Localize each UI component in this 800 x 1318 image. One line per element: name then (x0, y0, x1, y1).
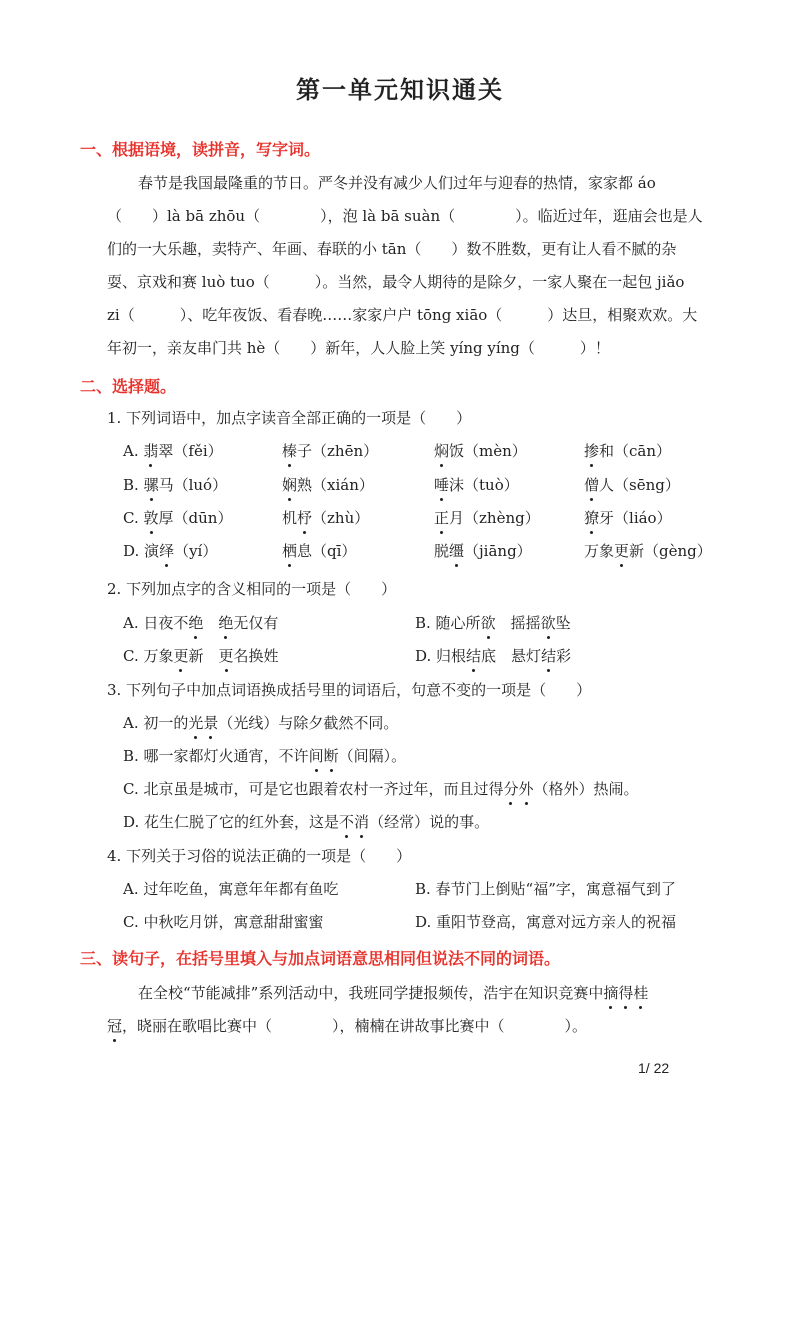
q1-c-4: 獠牙（liáo） (584, 509, 672, 527)
q2-option-b: B. 随心所欲 摇摇欲坠 (415, 614, 571, 632)
q1-row-d: D. 演绎（yí） (123, 542, 218, 560)
q1-row-b: B. 骡马（luó） (123, 476, 228, 494)
passage-line-5: zi（ ）、吃年夜饭、看春晚……家家户户 tōng xiāo（ ）达旦，相聚欢欢。大 (107, 306, 698, 324)
q2-option-d: D. 归根结底 悬灯结彩 (415, 647, 572, 665)
dotted-char: 正 (434, 509, 450, 527)
q1-a-4: 掺和（cān） (584, 442, 672, 460)
question-3-stem: 3. 下列句子中加点词语换成括号里的词语后，句意不变的一项是（ ） (107, 681, 592, 699)
q1-d-4: 万象更新（gèng） (584, 542, 712, 560)
page-title: 第一单元知识通关 (296, 75, 504, 104)
q3-option-c: C. 北京虽是城市，可是它也跟着农村一齐过年，而且过得分外（格外）热闹。 (123, 780, 639, 798)
q4-option-c: C. 中秋吃月饼，寓意甜甜蜜蜜 (123, 913, 324, 931)
q1-c-2: 机杼（zhù） (282, 509, 370, 527)
q1-c-3: 正月（zhèng） (434, 509, 540, 527)
q3-option-a: A. 初一的光景（光线）与除夕截然不同。 (123, 714, 399, 732)
section-2-heading: 二、选择题。 (80, 377, 177, 396)
q1-b-4: 僧人（sēng） (584, 476, 680, 494)
dotted-char: 杼 (297, 509, 313, 527)
question-4-stem: 4. 下列关于习俗的说法正确的一项是（ ） (107, 847, 412, 865)
dotted-char: 唾 (434, 476, 450, 494)
question-1-stem: 1. 下列词语中，加点字读音全部正确的一项是（ ） (107, 409, 472, 427)
dotted-char: 榛 (282, 442, 298, 460)
q1-d-2: 栖息（qī） (282, 542, 357, 560)
dotted-char: 敦 (143, 509, 159, 527)
q3-option-b: B. 哪一家都灯火通宵，不许间断（间隔）。 (123, 747, 407, 765)
passage-line-3: 们的一大乐趣，卖特产、年画、春联的小 tān（ ）数不胜数，更有让人看不腻的杂 (107, 240, 677, 258)
section-3-heading: 三、读句子，在括号里填入与加点词语意思相同但说法不同的词语。 (80, 949, 561, 968)
q2-option-c: C. 万象更新 更名换姓 (123, 647, 279, 665)
q1-a-3: 焖饭（mèn） (434, 442, 527, 460)
section-3-line-1: 在全校“节能减排”系列活动中，我班同学捷报频传，浩宇在知识竞赛中摘得桂 (138, 984, 649, 1002)
section-3-line-2: 冠，晓丽在歌唱比赛中（ ），楠楠在讲故事比赛中（ ）。 (107, 1017, 588, 1035)
section-1-heading: 一、根据语境，读拼音，写字词。 (80, 140, 321, 159)
passage-line-6: 年初一，亲友串门共 hè（ ）新年，人人脸上笑 yíng yíng（ ）！ (107, 339, 610, 357)
dotted-char: 绎 (159, 542, 175, 560)
q1-b-3: 唾沫（tuò） (434, 476, 519, 494)
q1-row-a: A. 翡翠（fěi） (123, 442, 223, 460)
dotted-char: 缰 (449, 542, 465, 560)
passage-line-2: （ ）là bā zhōu（ ），泡 là bā suàn（ ）。临近过年，逛庙会也是人 (107, 207, 703, 225)
dotted-char: 掺 (584, 442, 600, 460)
q4-option-a: A. 过年吃鱼，寓意年年都有鱼吃 (123, 880, 339, 898)
question-2-stem: 2. 下列加点字的含义相同的一项是（ ） (107, 580, 397, 598)
page-number: 1/ 22 (638, 1060, 670, 1076)
dotted-char: 焖 (434, 442, 450, 460)
q3-option-d: D. 花生仁脱了它的红外套，这是不消（经常）说的事。 (123, 813, 490, 831)
q4-option-b: B. 春节门上倒贴“福”字，寓意福气到了 (415, 880, 676, 898)
q2-option-a: A. 日夜不绝 绝无仅有 (123, 614, 279, 632)
dotted-char: 娴 (282, 476, 298, 494)
q1-b-2: 娴熟（xián） (282, 476, 374, 494)
passage-line-4: 耍、京戏和赛 luò tuo（ ）。当然，最令人期待的是除夕，一家人聚在一起包 jiǎo (107, 273, 685, 291)
dotted-char: 栖 (282, 542, 298, 560)
passage-line-1: 春节是我国最隆重的节日。严冬并没有减少人们过年与迎春的热情，家家都 áo (138, 174, 656, 192)
dotted-char: 僧 (584, 476, 600, 494)
q1-row-c: C. 敦厚（dūn） (123, 509, 233, 527)
dotted-char: 翡 (143, 442, 159, 460)
q1-d-3: 脱缰（jiāng） (434, 542, 532, 560)
dotted-char: 骡 (143, 476, 159, 494)
q1-a-2: 榛子（zhēn） (282, 442, 379, 460)
q4-option-d: D. 重阳节登高，寓意对远方亲人的祝福 (415, 913, 677, 931)
dotted-char: 獠 (584, 509, 600, 527)
dotted-char: 更 (614, 542, 630, 560)
